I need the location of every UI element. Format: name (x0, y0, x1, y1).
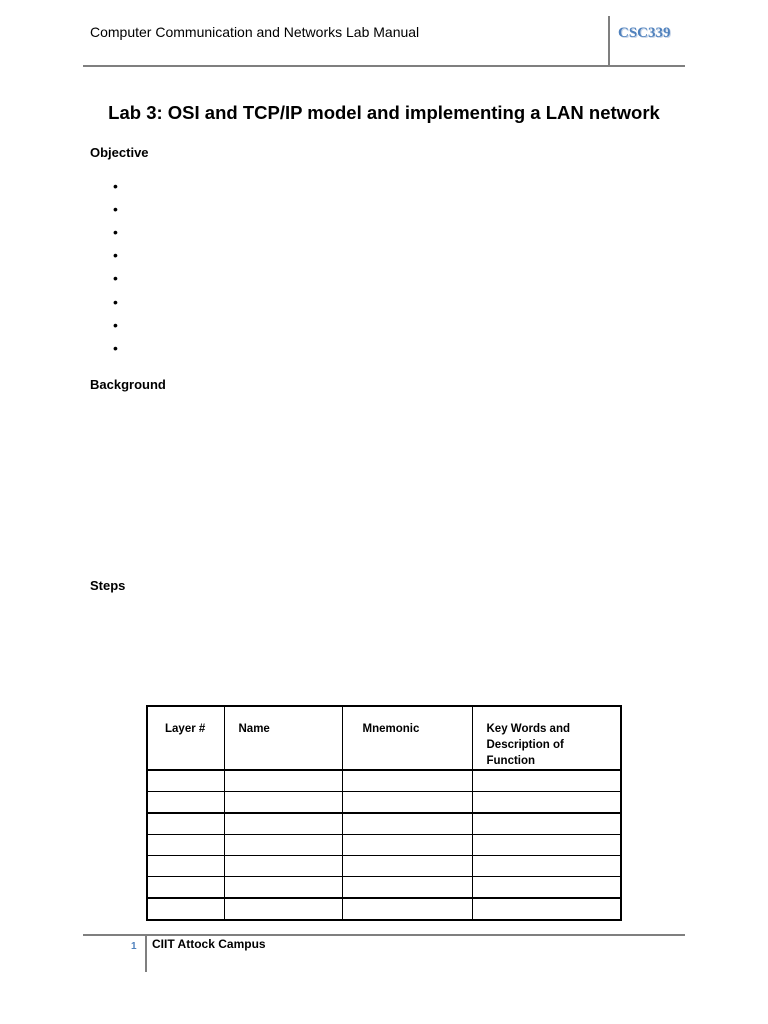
header-title: Computer Communication and Networks Lab Manual (90, 24, 420, 40)
course-code: CSC339 (618, 25, 671, 41)
table-cell[interactable] (147, 835, 224, 856)
table-cell[interactable] (342, 835, 472, 856)
table-row (147, 813, 621, 835)
table-cell[interactable] (224, 813, 342, 835)
objective-bullet: • (113, 178, 118, 194)
objective-bullet: • (113, 294, 118, 310)
table-cell[interactable] (472, 898, 621, 920)
table-cell[interactable] (147, 792, 224, 814)
objective-bullet: • (113, 201, 118, 217)
column-header-layer: Layer # (147, 706, 224, 770)
table-cell[interactable] (472, 877, 621, 899)
table-cell[interactable] (147, 877, 224, 899)
table-header-row (147, 706, 621, 770)
table-cell[interactable] (342, 792, 472, 814)
table-cell[interactable] (472, 813, 621, 835)
objective-bullet: • (113, 270, 118, 286)
table-cell[interactable] (147, 813, 224, 835)
header-divider (608, 16, 610, 66)
table-cell[interactable] (147, 856, 224, 877)
objective-bullet: • (113, 317, 118, 333)
table-row (147, 792, 621, 814)
table-cell[interactable] (342, 770, 472, 792)
table-cell[interactable] (147, 898, 224, 920)
column-header-name: Name (224, 706, 342, 770)
table-row (147, 898, 621, 920)
table-row (147, 856, 621, 877)
table-cell[interactable] (342, 813, 472, 835)
table-cell[interactable] (342, 898, 472, 920)
objective-heading: Objective (90, 145, 149, 160)
table-row (147, 770, 621, 792)
footer-divider (145, 935, 147, 972)
table-cell[interactable] (224, 835, 342, 856)
table-cell[interactable] (342, 877, 472, 899)
objective-bullet: • (113, 340, 118, 356)
objective-bullet: • (113, 224, 118, 240)
table-cell[interactable] (224, 770, 342, 792)
table-row (147, 877, 621, 899)
objective-bullet: • (113, 247, 118, 263)
column-header-mnemonic: Mnemonic (342, 706, 472, 770)
table-cell[interactable] (472, 856, 621, 877)
table-cell[interactable] (224, 877, 342, 899)
footer-rule (83, 934, 685, 936)
table-cell[interactable] (224, 856, 342, 877)
header-rule (83, 65, 685, 67)
table-cell[interactable] (472, 835, 621, 856)
osi-layer-table (146, 705, 622, 921)
footer-campus: CIIT Attock Campus (152, 937, 266, 951)
table-cell[interactable] (224, 792, 342, 814)
table-cell[interactable] (342, 856, 472, 877)
table-cell[interactable] (147, 770, 224, 792)
column-header-key-words: Key Words and Description of Function (472, 706, 621, 770)
table-cell[interactable] (472, 770, 621, 792)
lab-title: Lab 3: OSI and TCP/IP model and implementing a LAN network (108, 102, 660, 123)
page-number: 1 (131, 941, 137, 952)
background-heading: Background (90, 377, 166, 392)
table-row (147, 835, 621, 856)
steps-heading: Steps (90, 578, 126, 593)
table-cell[interactable] (224, 898, 342, 920)
table-cell[interactable] (472, 792, 621, 814)
